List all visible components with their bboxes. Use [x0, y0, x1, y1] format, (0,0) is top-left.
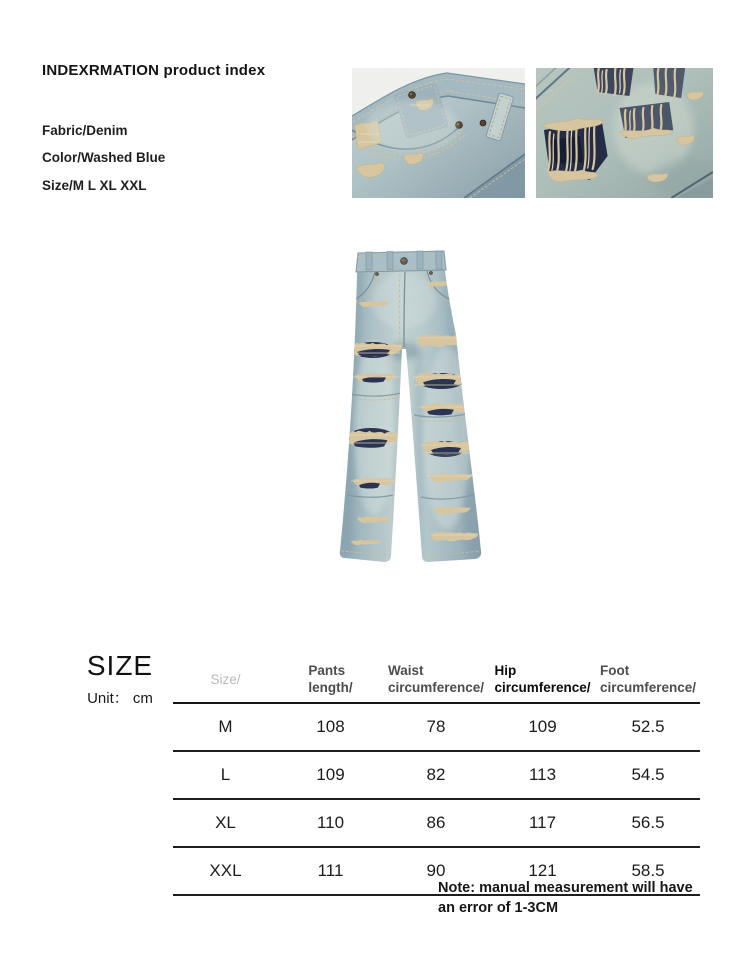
size-chart-header: [55, 650, 185, 708]
waist-value: 78: [426, 717, 446, 736]
col-header-foot: Foot circumference/: [599, 663, 697, 695]
size-chart-heading: SIZE: [86, 650, 154, 681]
waist-value: 82: [426, 765, 446, 784]
fabric-spec: Fabric/Denim: [42, 123, 128, 138]
size-chart-header-row: [173, 648, 700, 703]
size-label: M: [218, 717, 233, 736]
size-label: XXL: [209, 861, 242, 880]
hip-value: 109: [528, 717, 557, 736]
col-header-waist: Waist circumference/: [387, 663, 485, 695]
foot-value: 58.5: [631, 861, 665, 880]
waistband-photo-illustration: [352, 68, 525, 198]
page-title: INDEXRMATION product index: [42, 62, 266, 79]
main-product-photo: [329, 243, 499, 573]
jeans-button: [401, 258, 408, 265]
foot-value: 56.5: [631, 813, 665, 832]
col-header-size: Size/: [210, 672, 241, 687]
size-spec: Size/M L XL XXL: [42, 178, 147, 193]
pants-length-value: 108: [316, 717, 345, 736]
size-row-l: [173, 751, 700, 799]
pants-length-value: 110: [316, 813, 345, 832]
size-label: XL: [215, 813, 236, 832]
size-row-m: [173, 703, 700, 751]
size-chart-table: [173, 648, 700, 896]
hip-value: 113: [528, 765, 557, 784]
hip-value: 117: [528, 813, 557, 832]
waist-value: 90: [426, 861, 446, 880]
unit-label: Unit： cm: [87, 690, 153, 707]
measurement-note: Note: manual measurement will have an error of 1-3CM: [438, 880, 693, 916]
jeans-illustration: [329, 243, 499, 573]
col-header-hip: Hip circumference/: [494, 663, 591, 695]
col-header-pants-length: Pants length/: [308, 663, 353, 695]
pants-length-value: 111: [317, 861, 344, 880]
waist-value: 86: [426, 813, 446, 832]
detail-photo-waistband: [352, 68, 525, 198]
size-label: L: [220, 765, 231, 784]
pants-length-value: 109: [316, 765, 345, 784]
detail-photo-rips: [536, 68, 713, 198]
ripped-denim-photo-illustration: [536, 68, 713, 198]
foot-value: 54.5: [631, 765, 665, 784]
size-row-xl: [173, 799, 700, 847]
color-spec: Color/Washed Blue: [42, 150, 166, 165]
foot-value: 52.5: [631, 717, 665, 736]
hip-value: 121: [528, 861, 557, 880]
